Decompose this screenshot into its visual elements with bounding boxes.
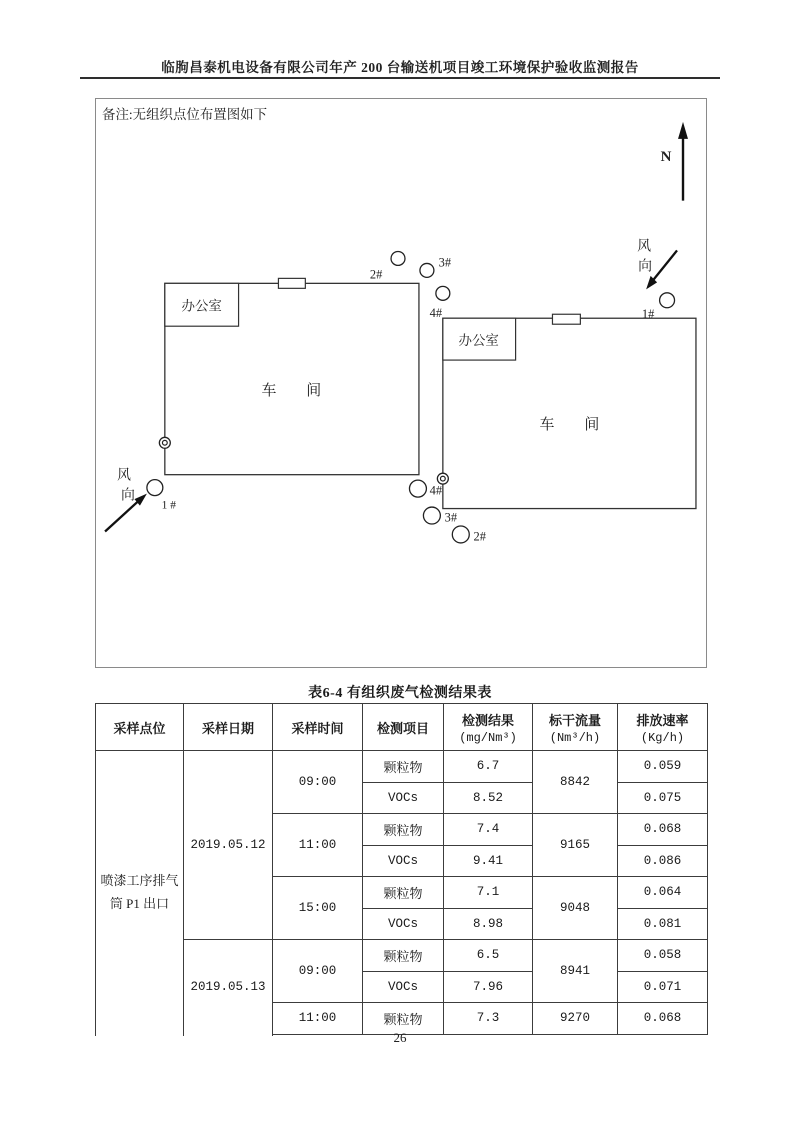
cell-item: 颗粒物 — [363, 940, 444, 972]
col-header-flow-unit: (Nm³/h) — [549, 730, 601, 745]
left-office-label: 办公室 — [181, 298, 222, 314]
table-row — [96, 751, 708, 783]
cell-result: 8.98 — [444, 908, 533, 940]
emission-results-table — [95, 703, 708, 1035]
cell-result: 8.52 — [444, 782, 533, 814]
left-workshop-label: 车 间 — [261, 382, 322, 399]
col-header-rate-unit: (Kg/h) — [640, 730, 685, 745]
col-header-date — [184, 704, 273, 751]
sample-point-4-bottom-label: 4# — [429, 483, 443, 498]
sample-point-4-bottom — [409, 480, 426, 497]
cell-flow: 9270 — [533, 1003, 618, 1035]
cell-flow: 8941 — [533, 940, 618, 1003]
cell-result: 7.4 — [444, 814, 533, 846]
sample-point-4-top-label: 4# — [429, 306, 443, 321]
col-header-site-text: 采样点位 — [113, 720, 166, 736]
cell-result: 6.5 — [444, 940, 533, 972]
cell-date: 2019.05.13 — [184, 940, 273, 1035]
sample-point-2-bottom — [452, 526, 469, 543]
sample-point-2-top — [391, 251, 405, 265]
north-label: N — [660, 148, 672, 165]
cell-time: 15:00 — [273, 877, 363, 940]
col-header-flow — [533, 704, 618, 751]
col-header-time — [273, 704, 363, 751]
page-number: 26 — [393, 1030, 407, 1045]
site-layout-diagram — [95, 98, 707, 668]
col-header-time-text: 采样时间 — [291, 720, 344, 736]
right-stack-marker-inner — [440, 476, 445, 481]
cell-rate: 0.068 — [618, 1003, 708, 1035]
cell-flow: 8842 — [533, 751, 618, 814]
cell-rate: 0.064 — [618, 877, 708, 909]
sample-point-3-top-label: 3# — [438, 255, 452, 270]
table-row — [96, 940, 708, 972]
wind-arrow-right-line — [652, 250, 677, 281]
sample-point-3-bottom-label: 3# — [444, 510, 458, 525]
left-building-door — [278, 278, 305, 288]
cell-result: 9.41 — [444, 845, 533, 877]
col-header-site — [96, 704, 184, 751]
cell-item: 颗粒物 — [363, 751, 444, 783]
col-header-rate — [618, 704, 708, 751]
cell-item: VOCs — [363, 908, 444, 940]
cell-item: VOCs — [363, 971, 444, 1003]
right-office-label: 办公室 — [458, 333, 499, 349]
cell-item: VOCs — [363, 845, 444, 877]
cell-rate: 0.075 — [618, 782, 708, 814]
col-header-date-text: 采样日期 — [201, 720, 254, 736]
cell-item: 颗粒物 — [363, 814, 444, 846]
cell-time: 11:00 — [273, 814, 363, 877]
cell-date: 2019.05.12 — [184, 751, 273, 940]
wind-label-right-top: 风 — [637, 239, 652, 255]
sample-point-2-top-label: 2# — [369, 267, 383, 282]
col-header-flow-text: 标干流量 — [548, 712, 601, 728]
cell-flow: 9165 — [533, 814, 618, 877]
cell-time: 09:00 — [273, 751, 363, 814]
cell-result: 7.3 — [444, 1003, 533, 1035]
sample-point-1-left-label: 1 # — [161, 499, 176, 512]
cell-result: 7.1 — [444, 877, 533, 909]
layout-drawing — [96, 99, 706, 667]
col-header-rate-text: 排放速率 — [636, 712, 689, 728]
wind-arrow-left-line — [105, 501, 139, 532]
col-header-result-unit: (mg/Nm³) — [459, 730, 517, 745]
sample-point-1-right — [660, 293, 675, 308]
cell-item: 颗粒物 — [363, 877, 444, 909]
sample-point-4-top — [436, 286, 450, 300]
cell-time: 11:00 — [273, 1003, 363, 1035]
sample-point-3-bottom — [423, 507, 440, 524]
sample-point-2-bottom-label: 2# — [473, 529, 486, 544]
wind-label-right-bottom: 向 — [638, 259, 653, 275]
col-header-item-text: 检测项目 — [376, 720, 429, 736]
cell-result: 6.7 — [444, 751, 533, 783]
right-building-door — [552, 314, 580, 324]
page-title: 临朐昌泰机电设备有限公司年产 200 台输送机项目竣工环境保护验收监测报告 — [161, 60, 639, 75]
left-stack-marker-inner — [162, 440, 167, 445]
col-header-result — [444, 704, 533, 751]
sample-point-1-left — [147, 480, 163, 496]
sample-point-3-top — [420, 263, 434, 277]
cell-flow: 9048 — [533, 877, 618, 940]
cell-result: 7.96 — [444, 971, 533, 1003]
table-header-row — [96, 704, 708, 751]
cell-rate: 0.059 — [618, 751, 708, 783]
wind-label-left-bottom: 向 — [120, 488, 135, 504]
cell-rate: 0.058 — [618, 940, 708, 972]
sample-point-1-right-label: 1# — [641, 307, 655, 322]
header-divider — [80, 77, 720, 79]
cell-item: 颗粒物 — [363, 1003, 444, 1035]
north-arrow-head — [678, 122, 688, 139]
cell-rate: 0.081 — [618, 908, 708, 940]
wind-label-left-top: 风 — [117, 468, 131, 484]
col-header-result-text: 检测结果 — [461, 712, 514, 728]
table-title: 表6-4 有组织废气检测结果表 — [308, 686, 492, 701]
col-header-item — [363, 704, 444, 751]
cell-rate: 0.068 — [618, 814, 708, 846]
cell-site: 喷漆工序排气筒 P1 出口 — [96, 751, 184, 1035]
cell-rate: 0.071 — [618, 971, 708, 1003]
cell-rate: 0.086 — [618, 845, 708, 877]
cell-time: 09:00 — [273, 940, 363, 1003]
cell-item: VOCs — [363, 782, 444, 814]
diagram-note: 备注:无组织点位布置图如下 — [102, 106, 268, 122]
right-workshop-label: 车 间 — [539, 416, 600, 433]
